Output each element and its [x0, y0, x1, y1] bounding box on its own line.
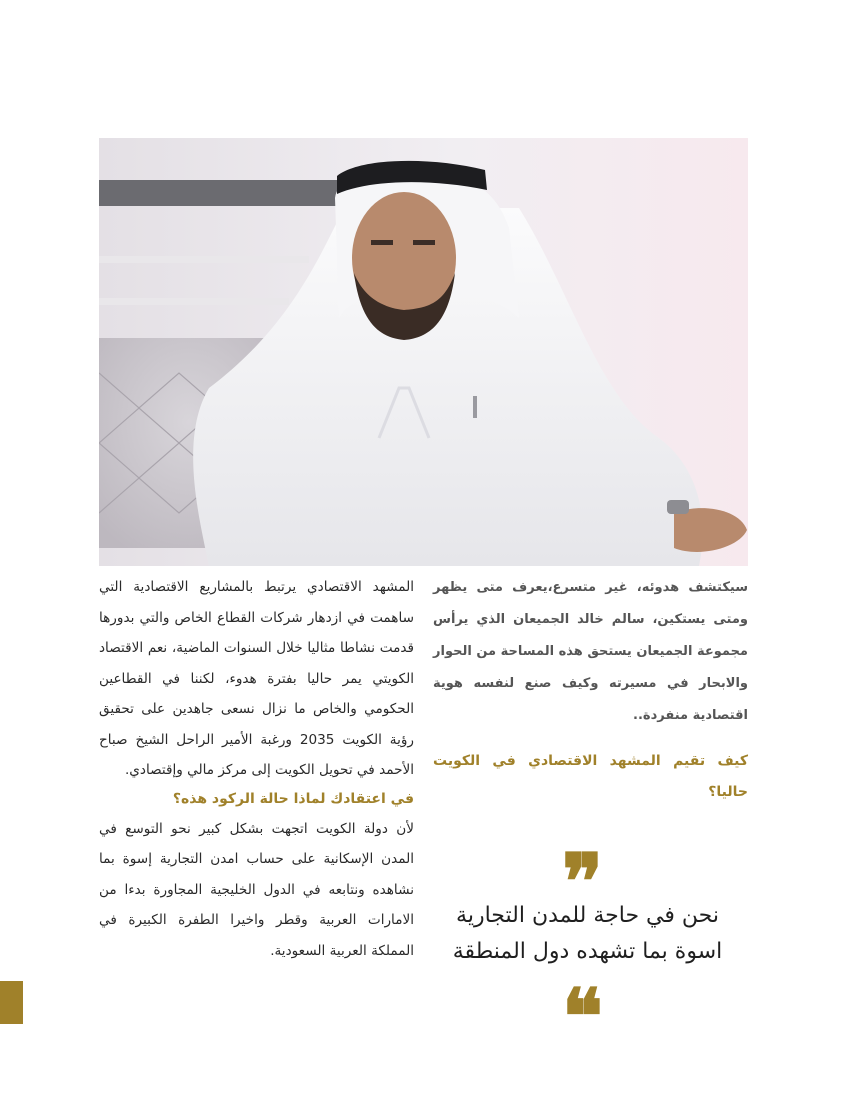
portrait-photo: [99, 138, 748, 566]
pull-quote: [425, 898, 750, 970]
left-text-column: [99, 572, 414, 966]
right-text-column: [433, 572, 748, 808]
right-question-heading: كيف تقيم المشهد الاقتصادي في الكويت حاليا؟: [433, 753, 748, 800]
close-quote-icon: ❝: [562, 979, 603, 1055]
open-quote-icon: ❞: [562, 844, 603, 920]
right-intro-paragraph: سيكتشف هدوئه، غير متسرع،يعرف متى يظهر ومتى يستكين، سالم خالد الجميعان الذي يرأس مجموعة الجميعان يستحق هذه المساحة من الحوار والابحار في مسيرته وكيف صنع لنفسه هوية اقتصادية منفردة..: [433, 580, 748, 723]
left-question-heading: في اعتقادك لماذا حالة الركود هذه؟: [172, 790, 414, 807]
left-answer-paragraph: لأن دولة الكويت اتجهت بشكل كبير نحو التوسع في المدن الإسكانية على حساب امدن التجارية إسوة بما نشاهده ونتابعه في الدول الخليجية المجاورة بدءا من الامارات العربية وقطر واخيرا الطفرة الكبيرة في المملكة العربية السعودية.: [99, 820, 414, 959]
left-intro-paragraph: المشهد الاقتصادي يرتبط بالمشاريع الاقتصادية التي ساهمت في ازدهار شركات القطاع الخاص والتي بدورها قدمت نشاطا مثاليا خلال السنوات الماضية، نعم الاقتصاد الكويتي يمر حاليا بفترة هدوء، لكننا في القطاعين الحكومي والخاص ما نزال نسعى جاهدين على تحقيق رؤية الكويت 2035 ورغبة الأمير الراحل الشيخ صباح الأحمد في تحويل الكويت إلى مركز مالي وإقتصادي.: [99, 579, 414, 778]
pull-quote-line-2: اسوة بما تشهده دول المنطقة: [452, 939, 723, 964]
page-edge-tab: [0, 981, 23, 1024]
pull-quote-line-1: نحن في حاجة للمدن التجارية: [456, 903, 719, 928]
